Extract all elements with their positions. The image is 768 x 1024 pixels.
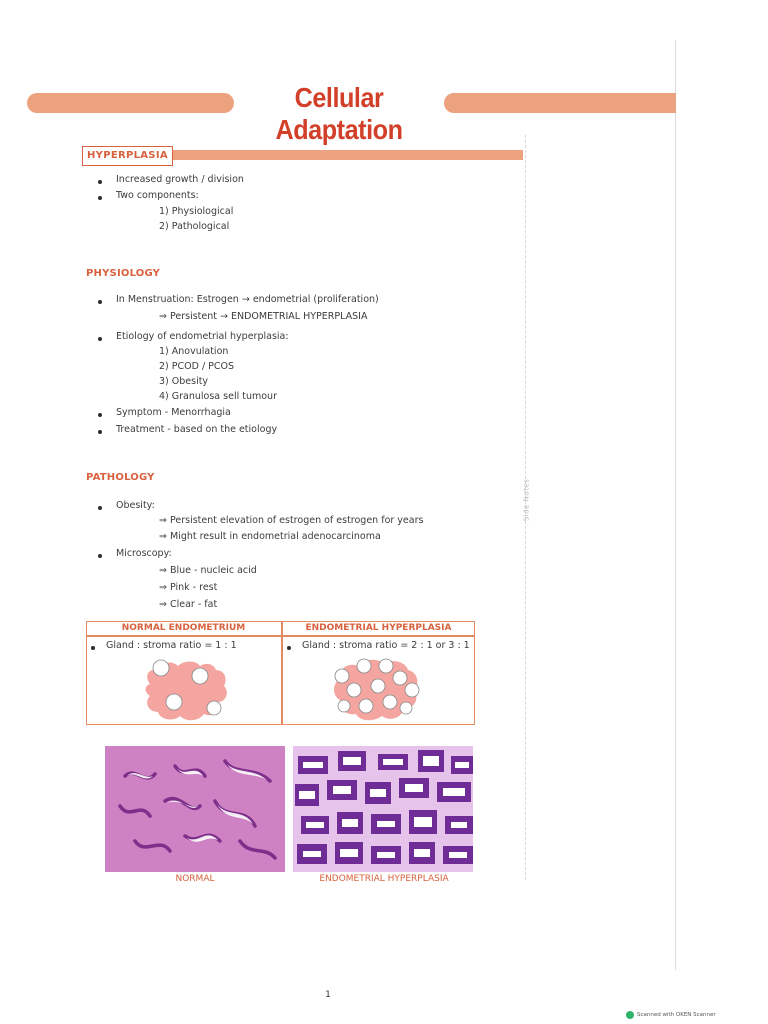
table-column-divider [281, 621, 283, 725]
hyperplasia-gland-diagram [328, 656, 424, 724]
bullet-icon [91, 646, 95, 650]
physiology-point: Symptom - Menorrhagia [116, 407, 231, 418]
hyperplasia-point: Two components: [116, 190, 199, 201]
bullet-icon [98, 196, 102, 200]
obesity-arrow-point: ⇒ Might result in endometrial adenocarcinoma [159, 531, 381, 542]
bullet-icon [98, 413, 102, 417]
title-band-right-tip [444, 93, 464, 113]
physiology-point: Etiology of endometrial hyperplasia: [116, 331, 289, 342]
bullet-icon [98, 180, 102, 184]
etiology-item: 1) Anovulation [159, 346, 229, 357]
table-cell-normal: Gland : stroma ratio = 1 : 1 [106, 640, 237, 651]
microscopy-arrow-point: ⇒ Pink - rest [159, 582, 218, 593]
bullet-icon [98, 554, 102, 558]
side-notes-label: Side Notes [522, 478, 530, 522]
table-cell-hyperplasia: Gland : stroma ratio = 2 : 1 or 3 : 1 [302, 640, 470, 651]
table-header-divider [86, 635, 475, 637]
title-band-right [452, 93, 676, 113]
hyperplasia-header-bar [158, 150, 523, 160]
bullet-icon [98, 337, 102, 341]
table-header-hyperplasia: ENDOMETRIAL HYPERPLASIA [305, 623, 452, 633]
normal-micrograph-image [105, 746, 285, 872]
physiology-point: Treatment - based on the etiology [116, 424, 278, 435]
obesity-arrow-point: ⇒ Persistent elevation of estrogen of estrogen for years [159, 515, 424, 526]
bullet-icon [98, 300, 102, 304]
microscopy-arrow-point: ⇒ Clear - fat [159, 599, 218, 610]
table-header-normal: NORMAL ENDOMETRIUM [121, 623, 246, 633]
pathology-header: PATHOLOGY [86, 472, 155, 483]
component-item: 1) Physiological [159, 206, 234, 217]
scanner-logo-icon [626, 1011, 634, 1019]
scanner-text: Scanned with OKEN Scanner [637, 1012, 716, 1018]
page-margin-line [675, 40, 676, 970]
hyperplasia-header: HYPERPLASIA [82, 146, 173, 166]
bullet-icon [98, 430, 102, 434]
title-band-left [27, 93, 223, 113]
page-title: Cellular Adaptation [275, 82, 403, 145]
pathology-point: Obesity: [116, 500, 155, 511]
normal-gland-diagram [140, 656, 230, 724]
etiology-item: 4) Granulosa sell tumour [159, 391, 277, 402]
hyperplasia-micrograph-image [293, 746, 473, 872]
caption-hyperplasia: ENDOMETRIAL HYPERPLASIA [319, 874, 449, 884]
physiology-header: PHYSIOLOGY [86, 268, 161, 279]
physiology-arrow-point: ⇒ Persistent → ENDOMETRIAL HYPERPLASIA [159, 311, 368, 322]
etiology-item: 3) Obesity [159, 376, 209, 387]
title-band-left-tip [214, 93, 234, 113]
hyperplasia-point: Increased growth / division [116, 174, 244, 185]
component-item: 2) Pathological [159, 221, 230, 232]
microscopy-arrow-point: ⇒ Blue - nucleic acid [159, 565, 257, 576]
bullet-icon [98, 506, 102, 510]
scanner-watermark [626, 1011, 716, 1019]
pathology-point: Microscopy: [116, 548, 172, 559]
page-number: 1 [325, 990, 331, 1000]
bullet-icon [287, 646, 291, 650]
physiology-point: In Menstruation: Estrogen → endometrial (proliferation) [116, 294, 379, 305]
caption-normal: NORMAL [175, 874, 215, 884]
etiology-item: 2) PCOD / PCOS [159, 361, 235, 372]
